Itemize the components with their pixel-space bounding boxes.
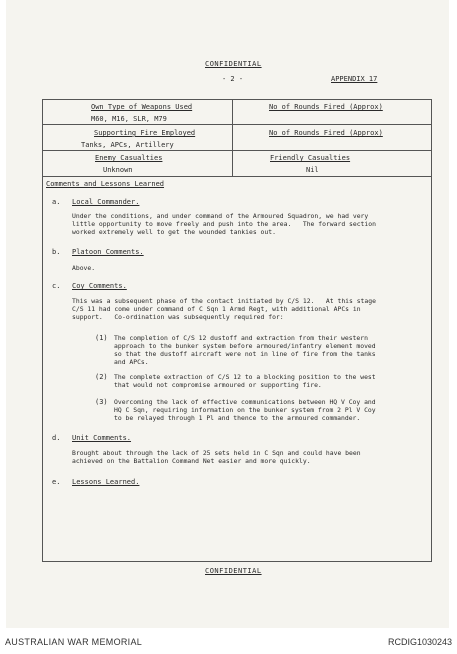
list-item-text: The complete extraction of C/S 12 to a blocking position to the west that would not compromise armoured or supporting fire. — [114, 373, 376, 389]
friendly-casualties-label: Friendly Casualties — [270, 154, 351, 162]
own-weapons-label: Own Type of Weapons Used — [91, 103, 193, 111]
comments-heading: Comments and Lessons Learned — [46, 180, 165, 188]
list-item-text: Overcoming the lack of effective communications between HQ V Coy and HQ C Sqn, requiring information on the bunker system from 2 Pl V Coy to be relayed through 1 Pl and thence to the armoured commander. — [114, 398, 376, 422]
section-letter: b. — [52, 248, 61, 256]
rounds-fired-label: No of Rounds Fired (Approx) — [269, 103, 383, 111]
document-page — [6, 0, 449, 628]
classification-header: CONFIDENTIAL — [205, 60, 262, 68]
own-weapons-value: M60, M16, SLR, M79 — [91, 115, 167, 123]
section-title-platoon-comments: Platoon Comments. — [72, 248, 144, 256]
enemy-casualties-value: Unknown — [103, 166, 133, 174]
section-text-local-commander: Under the conditions, and under command of the Armoured Squadron, we had very little opportunity to move freely and push into the area. The forward section worked extremely well to get the wounded tankies out. — [72, 212, 376, 236]
rounds-fired-label: No of Rounds Fired (Approx) — [269, 129, 383, 137]
page-number: - 2 - — [222, 75, 244, 83]
table-divider — [232, 99, 233, 176]
section-title-unit-comments: Unit Comments. — [72, 434, 132, 442]
section-title-local-commander: Local Commander. — [72, 198, 140, 206]
classification-footer: CONFIDENTIAL — [205, 567, 262, 575]
list-item-text: The completion of C/S 12 dustoff and extraction from their western approach to the bunker system before armoured/infantry element moved so that the dustoff aircraft were not in line of fire from the tanks and APCs. — [114, 334, 376, 366]
list-item-number: (1) — [95, 334, 108, 342]
section-title-lessons-learned: Lessons Learned. — [72, 478, 140, 486]
section-title-coy-comments: Coy Comments. — [72, 282, 127, 290]
section-letter: c. — [52, 282, 61, 290]
section-letter: e. — [52, 478, 61, 486]
supporting-fire-value: Tanks, APCs, Artillery — [81, 141, 174, 149]
archive-footer — [0, 628, 457, 654]
table-rule — [42, 176, 431, 177]
section-letter: d. — [52, 434, 61, 442]
section-text-platoon-comments: Above. — [72, 264, 96, 272]
section-letter: a. — [52, 198, 61, 206]
friendly-casualties-value: Nil — [306, 166, 319, 174]
summary-table — [42, 99, 432, 562]
supporting-fire-label: Supporting Fire Employed — [94, 129, 196, 137]
institution-name: AUSTRALIAN WAR MEMORIAL — [5, 637, 143, 647]
table-rule — [42, 124, 431, 125]
reference-code: RCDIG1030243 — [387, 637, 452, 647]
table-rule — [42, 150, 431, 151]
section-text-coy-comments: This was a subsequent phase of the contact initiated by C/S 12. At this stage C/S 11 had come under command of C Sqn 1 Armd Regt, with additional APCs in support. Co-ordination was subsequently required for: — [72, 297, 376, 321]
list-item-number: (2) — [95, 373, 108, 381]
enemy-casualties-label: Enemy Casualties — [95, 154, 163, 162]
section-text-unit-comments: Brought about through the lack of 25 sets held in C Sqn and could have been achieved on the Battalion Command Net easier and more quickly. — [72, 449, 361, 465]
appendix-label: APPENDIX 17 — [331, 75, 378, 83]
list-item-number: (3) — [95, 398, 108, 406]
